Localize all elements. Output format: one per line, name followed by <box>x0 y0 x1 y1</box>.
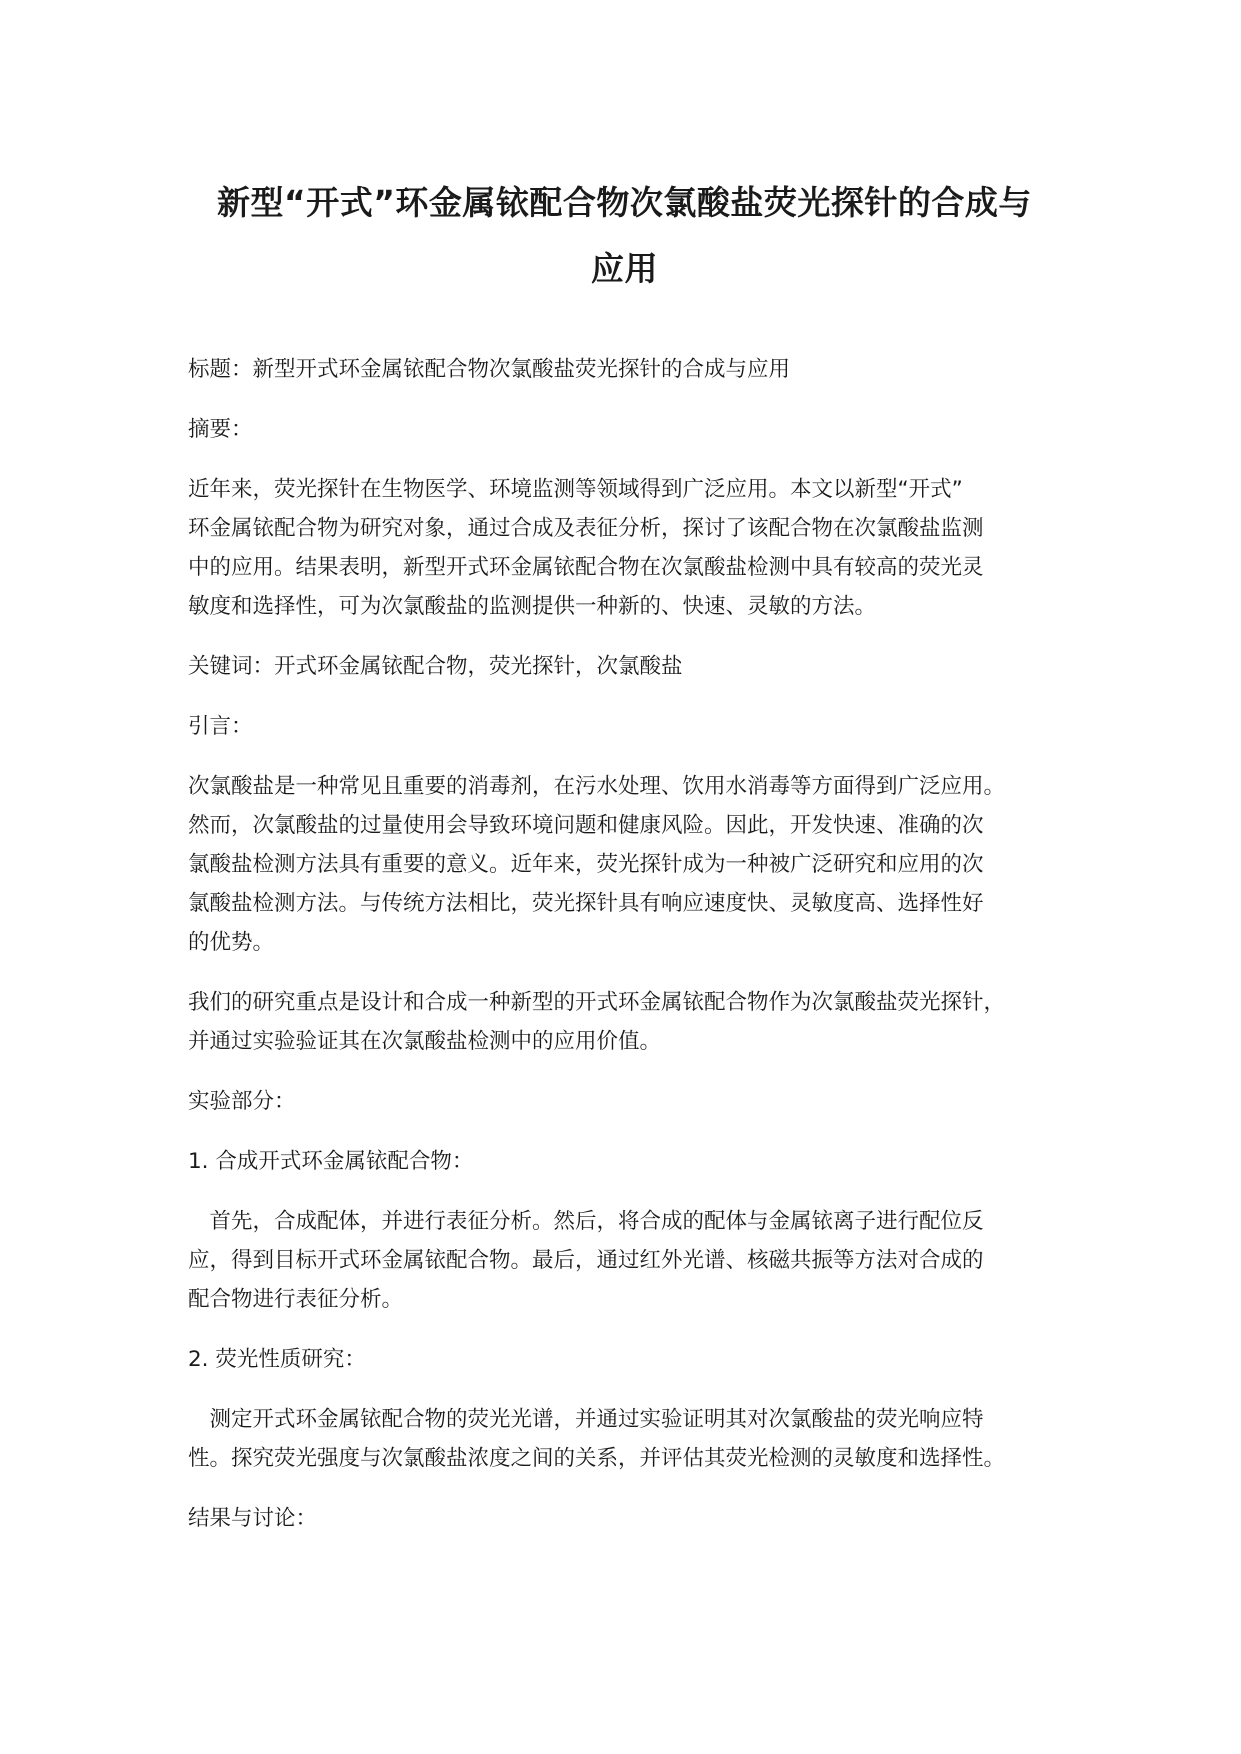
introduction-heading <box>188 707 1061 746</box>
section-2-heading <box>188 1340 1061 1379</box>
text-line: 氯酸盐检测方法。与传统方法相比，荧光探针具有响应速度快、灵敏度高、选择性好 <box>188 891 984 916</box>
introduction-paragraph-1 <box>188 767 1061 962</box>
introduction-paragraph-2 <box>188 983 1061 1061</box>
results-heading <box>188 1499 1061 1538</box>
section-1-paragraph <box>188 1202 1061 1319</box>
text-line: 性。探究荧光强度与次氯酸盐浓度之间的关系，并评估其荧光检测的灵敏度和选择性。 <box>188 1446 1006 1471</box>
text-line: 结果与讨论： <box>188 1506 318 1531</box>
keywords-paragraph <box>188 647 1061 686</box>
text-line: 标题：新型开式环金属铱配合物次氯酸盐荧光探针的合成与应用 <box>188 357 791 382</box>
text-line: 配合物进行表征分析。 <box>188 1287 404 1312</box>
text-line: 的优势。 <box>188 930 275 955</box>
text-line: 近年来，荧光探针在生物医学、环境监测等领域得到广泛应用。本文以新型“开式” <box>188 477 963 502</box>
text-line: 环金属铱配合物为研究对象，通过合成及表征分析，探讨了该配合物在次氯酸盐监测 <box>188 516 984 541</box>
text-line: 引言： <box>188 714 253 739</box>
text-line: 氯酸盐检测方法具有重要的意义。近年来，荧光探针成为一种被广泛研究和应用的次 <box>188 852 984 877</box>
abstract-paragraph <box>188 470 1061 626</box>
title-line-2: 应用 <box>591 249 658 288</box>
text-line: 应，得到目标开式环金属铱配合物。最后，通过红外光谱、核磁共振等方法对合成的 <box>188 1248 984 1273</box>
document-title <box>188 170 1061 302</box>
title-line-1: 新型“开式”环金属铱配合物次氯酸盐荧光探针的合成与 <box>217 183 1032 222</box>
text-line: 我们的研究重点是设计和合成一种新型的开式环金属铱配合物作为次氯酸盐荧光探针， <box>188 990 1006 1015</box>
text-line: 首先，合成配体，并进行表征分析。然后，将合成的配体与金属铱离子进行配位反 <box>209 1209 984 1234</box>
text-line: 1. 合成开式环金属铱配合物： <box>188 1149 474 1174</box>
text-line: 测定开式环金属铱配合物的荧光光谱，并通过实验证明其对次氯酸盐的荧光响应特 <box>209 1407 984 1432</box>
text-line: 并通过实验验证其在次氯酸盐检测中的应用价值。 <box>188 1029 662 1054</box>
text-line: 摘要： <box>188 417 253 442</box>
text-line: 中的应用。结果表明，新型开式环金属铱配合物在次氯酸盐检测中具有较高的荧光灵 <box>188 555 984 580</box>
text-line: 实验部分： <box>188 1089 296 1114</box>
experimental-heading <box>188 1082 1061 1121</box>
text-line: 然而，次氯酸盐的过量使用会导致环境问题和健康风险。因此，开发快速、准确的次 <box>188 813 984 838</box>
text-line: 敏度和选择性，可为次氯酸盐的监测提供一种新的、快速、灵敏的方法。 <box>188 594 877 619</box>
abstract-heading <box>188 410 1061 449</box>
text-line: 关键词：开式环金属铱配合物，荧光探针，次氯酸盐 <box>188 654 683 679</box>
text-line: 2. 荧光性质研究： <box>188 1347 366 1372</box>
section-1-heading <box>188 1142 1061 1181</box>
text-line: 次氯酸盐是一种常见且重要的消毒剂，在污水处理、饮用水消毒等方面得到广泛应用。 <box>188 774 1006 799</box>
title-field-paragraph <box>188 350 1061 389</box>
section-2-paragraph <box>188 1400 1061 1478</box>
